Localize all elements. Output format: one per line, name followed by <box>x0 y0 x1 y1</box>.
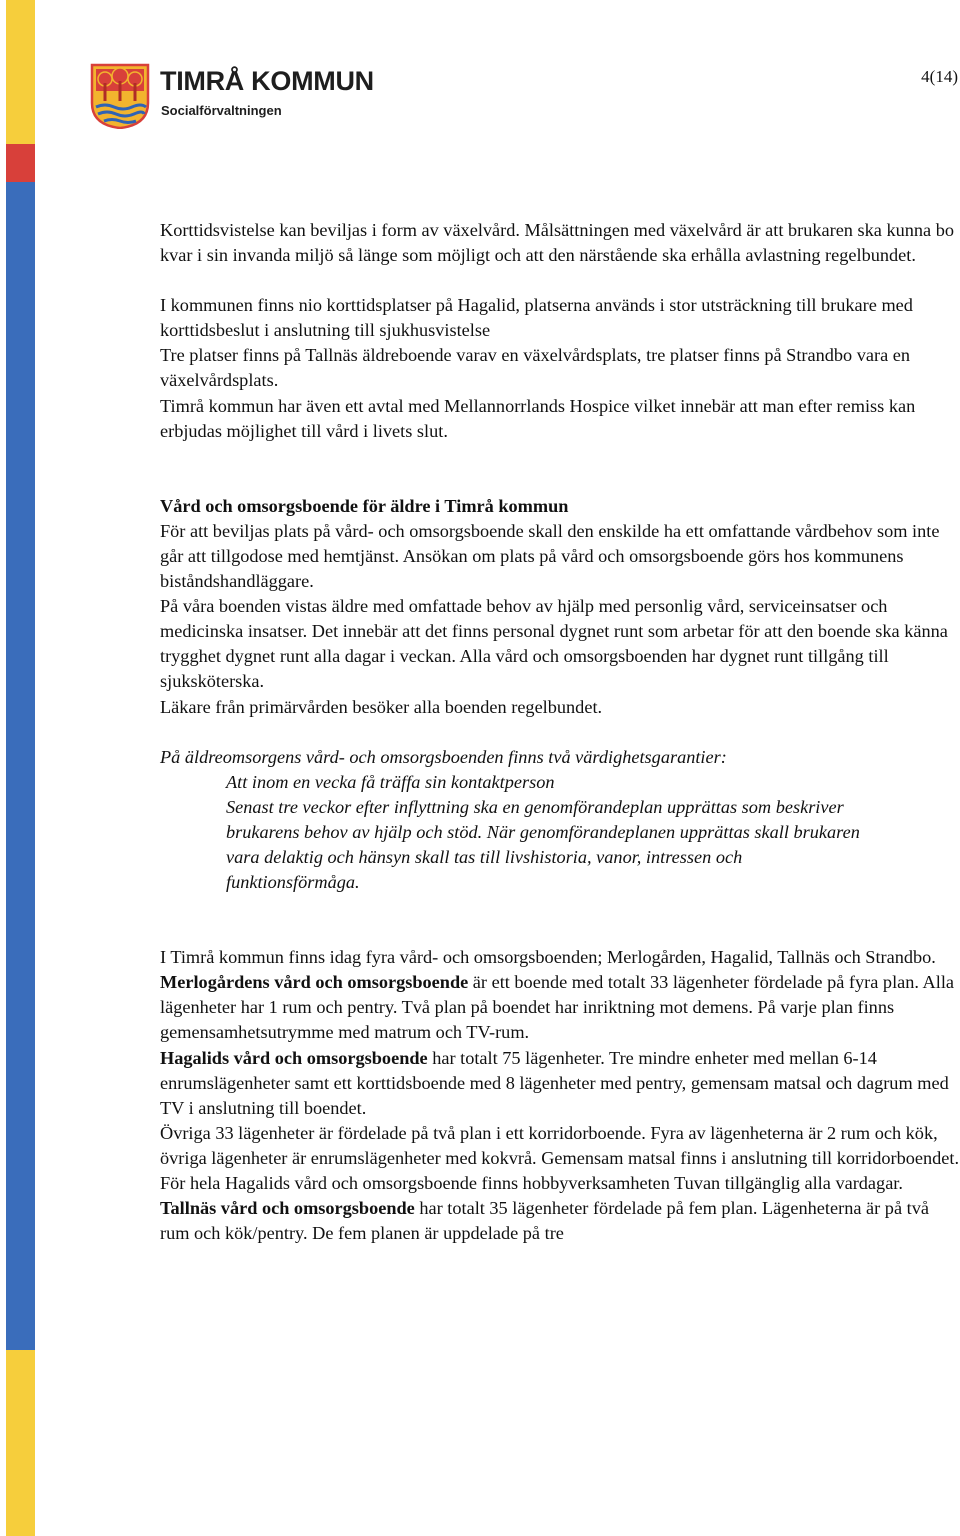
page-number: 4(14) <box>921 67 958 86</box>
document-body <box>160 218 960 1246</box>
hagalid-title: Hagalids vård och omsorgsboende <box>160 1047 428 1068</box>
side-stripe-yellow-bottom <box>6 1350 35 1536</box>
section-heading <box>160 494 960 519</box>
paragraph-korttidsplatser: I kommunen finns nio korttidsplatser på Hagalid, platserna används i stor utsträckning till brukare med korttidsbeslut i anslutning till sjukhusvistelse <box>160 295 913 341</box>
heading-text: Vård och omsorgsboende för äldre i Timrå kommun <box>160 495 569 516</box>
guarantee-intro: På äldreomsorgens vård- och omsorgsboenden finns två värdighetsgarantier: <box>160 746 727 767</box>
logo-subtitle: Socialförvaltningen <box>161 103 282 118</box>
guarantee-item-1: Att inom en vecka få träffa sin kontaktperson <box>226 771 555 792</box>
paragraph-boenden-lista: I Timrå kommun finns idag fyra vård- och omsorgsboenden; Merlogården, Hagalid, Tallnäs och Strandbo. <box>160 947 936 968</box>
paragraph-lakare: Läkare från primärvården besöker alla boenden regelbundet. <box>160 696 603 717</box>
paragraph-merlogarden <box>160 970 960 1045</box>
municipal-crest-icon <box>90 63 150 129</box>
paragraph-hagalid <box>160 1046 960 1121</box>
paragraph-tuvan: För hela Hagalids vård och omsorgsboende finns hobbyverksamheten Tuvan tillgänglig alla vardagar. <box>160 1173 903 1193</box>
merlogarden-title: Merlogårdens vård och omsorgsboende <box>160 972 469 993</box>
tallnas-title: Tallnäs vård och omsorgsboende <box>160 1198 415 1219</box>
side-stripe-red <box>6 144 35 182</box>
paragraph-hospice: Timrå kommun har även ett avtal med Mellannorrlands Hospice vilket innebär att man efter remiss kan erbjudas möjlighet till vård i livets slut. <box>160 395 916 441</box>
tallnas-text: har totalt 35 lägenheter fördelade på fem plan. Lägenheterna är på två rum och kök/pentry. De fem planen är uppdelade på tre <box>160 1198 929 1244</box>
timra-kommun-logo <box>90 63 374 129</box>
paragraph-beviljas: För att beviljas plats på vård- och omsorgsboende skall den enskilde ha ett omfattande vårdbehov som inte går att tillgodose med hemtjänst. Ansökan om plats på vård och omsorgsboende görs hos kommunens biståndshandläggare. <box>160 520 940 592</box>
paragraph-tallnas-strandbo: Tre platser finns på Tallnäs äldreboende varav en växelvårdsplats, tre platser finns på Strandbo vara en växelvårdsplats. <box>160 345 911 391</box>
paragraph-boenden: På våra boenden vistas äldre med omfattade behov av hjälp med personlig vård, serviceinsatser och medicinska insatser. Det innebär att det finns personal dygnet runt som arbetar för att den boende ska känna trygghet dygnet runt alla dagar i veckan. Alla vård och omsorgsboenden har dygnet runt tillgång till sjuksköterska. <box>160 596 948 692</box>
paragraph-vaxelvard: Korttidsvistelse kan beviljas i form av växelvård. Målsättningen med växelvård är att brukaren ska kunna bo kvar i sin invanda miljö så länge som möjligt och att den närstående ska erhålla avlastning regelbundet. <box>160 220 954 266</box>
merlogarden-text: är ett boende med totalt 33 lägenheter fördelade på fyra plan. Alla lägenheter har 1 rum och pentry. Två plan på boendet har inriktning mot demens. På varje plan finns gemensamhetsutrymme med matrum och TV-rum. <box>160 972 955 1043</box>
side-stripe-blue <box>6 182 35 1350</box>
logo-title: TIMRÅ KOMMUN <box>160 66 374 96</box>
guarantee-item-2: Senast tre veckor efter inflyttning ska en genomförandeplan upprättas som beskriver brukarens behov av hjälp och stöd. När genomförandeplanen upprättas skall brukaren vara delaktig och hänsyn skall tas till livshistoria, vanor, intressen och funktionsförmåga. <box>226 796 860 893</box>
paragraph-tallnas <box>160 1196 960 1246</box>
side-stripe-yellow <box>6 0 35 144</box>
hagalid-text: har totalt 75 lägenheter. Tre mindre enheter med mellan 6-14 enrumslägenheter samt ett korttidsboende med 8 lägenheter med pentry, gemensam matsal och dagrum med TV i anslutning till boendet. <box>160 1047 949 1118</box>
paragraph-ovriga: Övriga 33 lägenheter är fördelade på två plan i ett korridorboende. Fyra av lägenheterna är 2 rum och kök, övriga lägenheter är enrumslägenheter med kokvrå. Gemensam matsal finns i anslutning till korridorboendet. <box>160 1122 960 1168</box>
